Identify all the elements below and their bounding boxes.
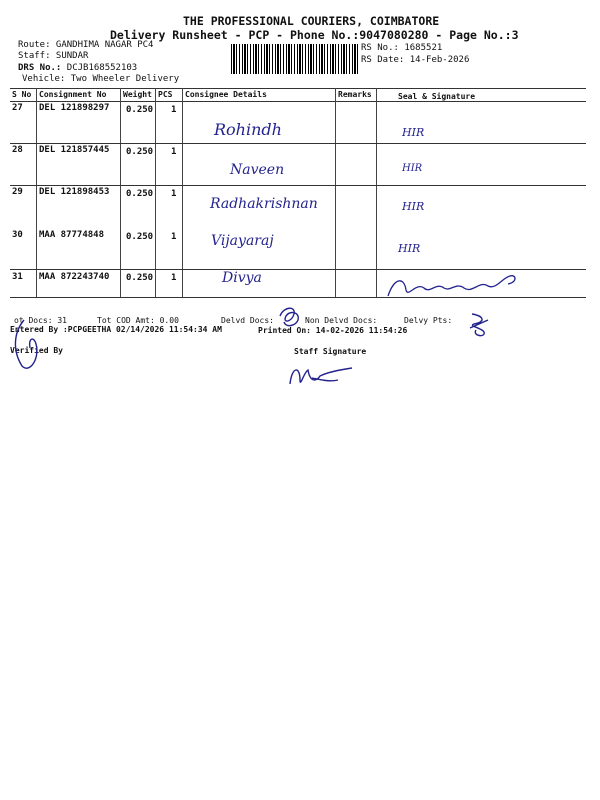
col-sep bbox=[36, 88, 37, 297]
table-row-weight: 0.250 bbox=[126, 105, 154, 115]
col-consignment: Consignment No bbox=[39, 90, 107, 99]
table-row-weight: 0.250 bbox=[126, 273, 154, 283]
seal-signature: HIR bbox=[402, 200, 425, 213]
consignee-signature: Naveen bbox=[230, 162, 285, 178]
consignee-signature: Divya bbox=[222, 270, 262, 286]
table-row-weight: 0.250 bbox=[126, 189, 154, 199]
col-sep bbox=[335, 88, 336, 297]
table-row-consignment: DEL 121898297 bbox=[39, 103, 110, 113]
col-sep bbox=[120, 88, 121, 297]
table-row-pcs: 1 bbox=[171, 105, 177, 115]
delivered-docs-scribble bbox=[276, 302, 306, 332]
col-weight: Weight bbox=[123, 90, 152, 99]
table-row-sno: 30 bbox=[12, 230, 23, 240]
table-top-rule bbox=[10, 88, 586, 89]
route-label: Route: GANDHIMA NAGAR PC4 bbox=[18, 40, 154, 50]
consignee-signature: Radhakrishnan bbox=[210, 196, 318, 212]
col-seal: Seal & Signature bbox=[398, 92, 476, 101]
table-row-sno: 29 bbox=[12, 187, 23, 197]
barcode bbox=[231, 44, 358, 74]
table-row-sno: 27 bbox=[12, 103, 23, 113]
table-row-pcs: 1 bbox=[171, 232, 177, 242]
col-consignee: Consignee Details bbox=[185, 90, 267, 99]
table-row-weight: 0.250 bbox=[126, 147, 154, 157]
vehicle-label: Vehicle: Two Wheeler Delivery bbox=[22, 74, 180, 84]
table-row-consignment: DEL 121898453 bbox=[39, 187, 110, 197]
table-row-consignment: MAA 872243740 bbox=[39, 272, 110, 282]
col-sep bbox=[182, 88, 183, 297]
col-remarks: Remarks bbox=[338, 90, 372, 99]
rs-date: RS Date: 14-Feb-2026 bbox=[361, 55, 470, 65]
company-title: THE PROFESSIONAL COURIERS, COIMBATORE bbox=[183, 14, 440, 28]
table-row-pcs: 1 bbox=[171, 273, 177, 283]
drs-value: DCJB168552103 bbox=[66, 63, 138, 73]
col-sep bbox=[376, 88, 377, 297]
seal-signature: HIR bbox=[402, 163, 423, 174]
table-header-rule bbox=[10, 101, 586, 102]
table-bottom-rule bbox=[10, 297, 586, 298]
row-divider bbox=[10, 143, 586, 144]
col-sno: S No bbox=[12, 90, 32, 99]
staff-signature-scribble bbox=[286, 360, 356, 390]
table-row-pcs: 1 bbox=[171, 189, 177, 199]
non-delivered-docs: Non Delvd Docs: bbox=[305, 316, 378, 325]
entered-by: Entered By :PCPGEETHA 02/14/2026 11:54:34 AM bbox=[10, 325, 222, 334]
col-pcs: PCS bbox=[158, 90, 173, 99]
seal-signature: HIR bbox=[402, 126, 425, 139]
col-sep bbox=[155, 88, 156, 297]
delivered-docs: Delvd Docs: bbox=[221, 316, 274, 325]
consignee-signature: Vijayaraj bbox=[211, 233, 274, 249]
printed-on: Printed On: 14-02-2026 11:54:26 bbox=[258, 326, 408, 335]
table-row-sno: 28 bbox=[12, 145, 23, 155]
table-row-pcs: 1 bbox=[171, 147, 177, 157]
drs-number bbox=[18, 63, 137, 73]
rs-number: RS No.: 1685521 bbox=[361, 43, 443, 53]
verified-by: Verified By bbox=[10, 346, 63, 355]
table-row-consignment: DEL 121857445 bbox=[39, 145, 110, 155]
table-row-sno: 31 bbox=[12, 272, 23, 282]
delivery-points-scribble bbox=[466, 310, 492, 340]
row-divider bbox=[10, 185, 586, 186]
drs-label: DRS No.: bbox=[18, 63, 62, 73]
staff-signature-label: Staff Signature bbox=[294, 347, 367, 356]
delivery-points: Delvy Pts: bbox=[404, 316, 453, 325]
runsheet-title: Delivery Runsheet - PCP - Phone No.:9047080280 - Page No.:3 bbox=[110, 28, 519, 42]
staff-label: Staff: SUNDAR bbox=[18, 51, 89, 61]
total-cod-amount: Tot COD Amt: 0.00 bbox=[97, 316, 179, 325]
table-row-consignment: MAA 87774848 bbox=[39, 230, 105, 240]
consignee-signature: Rohindh bbox=[214, 120, 282, 139]
verified-signature-scribble bbox=[10, 318, 50, 374]
seal-signature: HIR bbox=[398, 242, 421, 255]
seal-signature-scribble bbox=[384, 268, 524, 304]
total-docs: ot Docs: 31 bbox=[14, 316, 67, 325]
table-row-weight: 0.250 bbox=[126, 232, 154, 242]
